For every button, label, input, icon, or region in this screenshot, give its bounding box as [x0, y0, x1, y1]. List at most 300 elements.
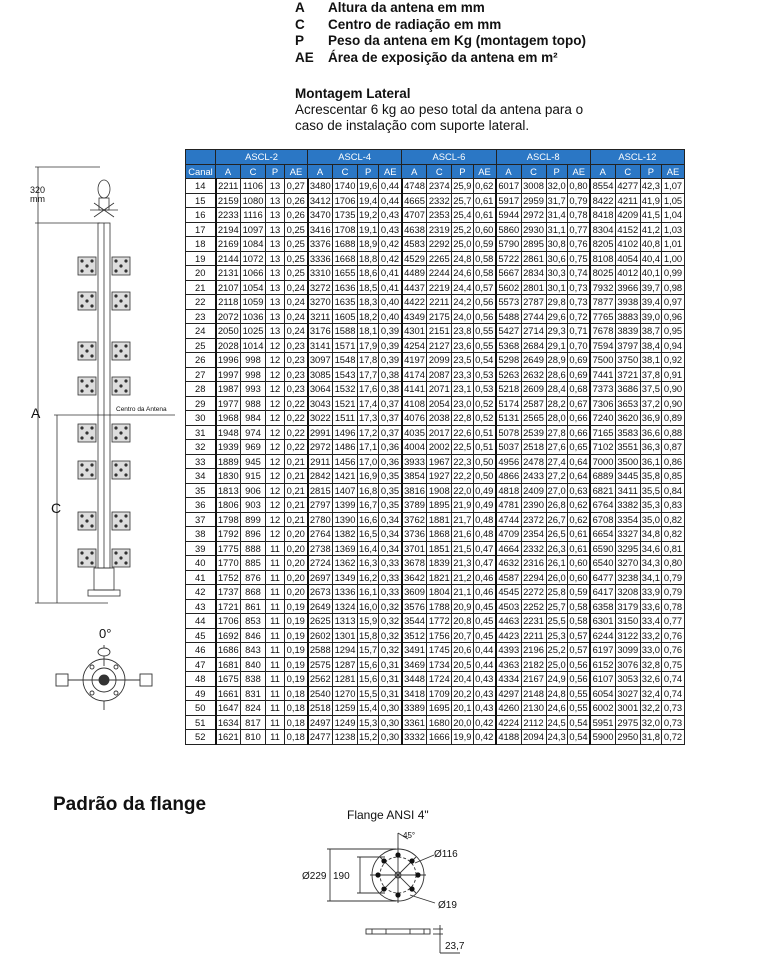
table-cell: 32,0 [547, 180, 566, 192]
table-cell: 2587 [521, 396, 546, 411]
table-cell: 0,51 [473, 440, 496, 455]
table-cell: 2972 [521, 208, 546, 223]
table-cell: 17,3 [359, 412, 378, 424]
table-cell: 12 [266, 353, 285, 368]
table-cell: 15,9 [359, 615, 378, 627]
table-cell: 4709 [496, 527, 521, 542]
table-corner [186, 150, 216, 165]
table-cell: 2374 [427, 179, 452, 194]
spec-table [185, 149, 685, 745]
table-cell: 3076 [615, 657, 640, 672]
dipole-dot [124, 463, 127, 466]
table-row [186, 324, 685, 339]
table-cell: 2649 [521, 353, 546, 368]
table-cell: 16,5 [359, 528, 378, 540]
legend-row [295, 50, 586, 67]
dim-23-7: 23,7 [445, 941, 465, 952]
table-cell: 0,77 [662, 614, 685, 629]
table-cell: 13 [266, 179, 285, 194]
table-cell: 7594 [590, 338, 615, 353]
table-cell: 2959 [521, 193, 546, 208]
table-cell: 0,40 [379, 295, 402, 310]
table-cell: 16,3 [359, 557, 378, 569]
table-cell: 3816 [402, 483, 427, 498]
table-cell: 0,59 [473, 237, 496, 252]
dipole-dot [85, 384, 88, 387]
table-cell: 0,60 [567, 556, 590, 571]
canal-cell: 46 [186, 643, 216, 658]
table-cell: 15,5 [359, 687, 378, 699]
table-cell: 4818 [496, 483, 521, 498]
table-cell: 915 [241, 469, 266, 484]
table-cell: 1752 [216, 570, 241, 585]
table-cell: 4054 [615, 251, 640, 266]
table-cell: 2539 [521, 425, 546, 440]
table-cell: 1390 [333, 512, 358, 527]
table-cell: 0,60 [473, 222, 496, 237]
table-cell: 1362 [333, 556, 358, 571]
dipole-dot [124, 514, 127, 517]
table-cell: 824 [241, 701, 266, 716]
table-cell: 0,68 [567, 382, 590, 397]
table-cell: 19,9 [453, 731, 472, 743]
table-cell: 40,4 [641, 252, 660, 264]
table-cell: 0,41 [379, 280, 402, 295]
table-cell: 0,42 [473, 730, 496, 745]
table-cell: 37,5 [641, 383, 660, 395]
group-header: ASCL-8 [496, 150, 590, 165]
flange-title: Padrão da flange [53, 794, 207, 815]
dipole-dot [114, 294, 117, 297]
table-cell: 0,56 [473, 295, 496, 310]
table-cell: 846 [241, 628, 266, 643]
table-cell: 1382 [333, 527, 358, 542]
top-view [56, 645, 152, 710]
table-cell: 2099 [427, 353, 452, 368]
table-cell: 3938 [615, 295, 640, 310]
table-cell: 2540 [308, 686, 333, 701]
table-cell: 0,69 [567, 353, 590, 368]
table-cell: 1997 [216, 367, 241, 382]
table-cell: 2911 [308, 454, 333, 469]
table-cell: 2797 [308, 498, 333, 513]
dipole-dot [114, 551, 117, 554]
table-cell: 2409 [521, 483, 546, 498]
table-cell: 3382 [615, 498, 640, 513]
table-cell: 0,74 [662, 672, 685, 687]
table-cell: 3099 [615, 643, 640, 658]
table-cell: 26,8 [547, 499, 566, 511]
table-cell: 1066 [241, 266, 266, 281]
table-cell: 0,52 [473, 396, 496, 411]
table-cell: 969 [241, 440, 266, 455]
table-cell: 3883 [615, 309, 640, 324]
table-cell: 0,41 [379, 266, 402, 281]
table-cell: 0,98 [662, 280, 685, 295]
table-cell: 5790 [496, 237, 521, 252]
table-cell: 5298 [496, 353, 521, 368]
table-cell: 3721 [615, 367, 640, 382]
table-cell: 2127 [427, 338, 452, 353]
table-cell: 39,0 [641, 310, 660, 322]
table-cell: 2477 [308, 730, 333, 745]
table-cell: 4583 [402, 237, 427, 252]
legend-row [295, 17, 586, 34]
table-cell: 0,54 [567, 715, 590, 730]
table-cell: 3469 [402, 657, 427, 672]
table-cell: 1681 [216, 657, 241, 672]
table-cell: 7240 [590, 411, 615, 426]
table-cell: 0,20 [285, 570, 308, 585]
table-cell: 0,70 [567, 338, 590, 353]
table-cell: 2632 [521, 367, 546, 382]
table-cell: 0,39 [379, 353, 402, 368]
table-cell: 3480 [308, 179, 333, 194]
table-cell: 853 [241, 614, 266, 629]
group-header: ASCL-4 [308, 150, 402, 165]
table-cell: 25,2 [547, 644, 566, 656]
dipole-dot [90, 354, 93, 357]
legend-text: Altura da antena em mm [328, 0, 485, 15]
legend-text: Área de exposição da antena em m² [328, 49, 558, 65]
table-cell: 974 [241, 425, 266, 440]
table-cell: 25,9 [453, 180, 472, 192]
table-cell: 1821 [427, 570, 452, 585]
table-cell: 1496 [333, 425, 358, 440]
table-cell: 2950 [615, 730, 640, 745]
table-cell: 18,9 [359, 238, 378, 250]
table-cell: 0,18 [285, 686, 308, 701]
table-cell: 2673 [308, 585, 333, 600]
table-cell: 7165 [590, 425, 615, 440]
table-cell: 36,1 [641, 455, 660, 467]
table-cell: 4297 [496, 686, 521, 701]
canal-cell: 17 [186, 222, 216, 237]
table-cell: 6417 [590, 585, 615, 600]
table-cell: 3686 [615, 382, 640, 397]
table-cell: 21,3 [453, 557, 472, 569]
table-cell: 1927 [427, 469, 452, 484]
table-cell: 4108 [402, 396, 427, 411]
dipole-dot [124, 426, 127, 429]
flange-drawing [300, 825, 500, 968]
table-cell: 3022 [308, 411, 333, 426]
canal-cell: 28 [186, 382, 216, 397]
legend-row [295, 33, 586, 50]
table-cell: 2697 [308, 570, 333, 585]
table-cell: 11 [266, 715, 285, 730]
table-cell: 15,4 [359, 702, 378, 714]
table-cell: 3512 [402, 628, 427, 643]
table-cell: 6540 [590, 556, 615, 571]
table-cell: 3642 [402, 570, 427, 585]
table-cell: 0,44 [379, 193, 402, 208]
table-cell: 2265 [427, 251, 452, 266]
table-cell: 0,30 [379, 715, 402, 730]
table-cell: 11 [266, 730, 285, 745]
table-cell: 1486 [333, 440, 358, 455]
table-cell: 0,24 [285, 295, 308, 310]
table-cell: 0,21 [285, 512, 308, 527]
table-row [186, 193, 685, 208]
table-cell: 2332 [427, 193, 452, 208]
table-cell: 17,2 [359, 426, 378, 438]
table-cell: 15,7 [359, 644, 378, 656]
table-cell: 30,8 [547, 238, 566, 250]
table-cell: 32,2 [641, 702, 660, 714]
table-cell: 5667 [496, 266, 521, 281]
table-cell: 0,44 [379, 179, 402, 194]
table-cell: 24,2 [453, 296, 472, 308]
table-cell: 4393 [496, 643, 521, 658]
table-cell: 0,66 [567, 425, 590, 440]
table-cell: 0,33 [379, 585, 402, 600]
table-cell: 3620 [615, 411, 640, 426]
table-cell: 1399 [333, 498, 358, 513]
table-cell: 4866 [496, 469, 521, 484]
table-cell: 0,57 [567, 643, 590, 658]
table-cell: 1948 [216, 425, 241, 440]
flange-subtitle: Flange ANSI 4" [347, 808, 429, 822]
table-cell: 27,2 [547, 470, 566, 482]
table-cell: 2991 [308, 425, 333, 440]
table-cell: 0,18 [285, 715, 308, 730]
table-cell: 1532 [333, 382, 358, 397]
canal-cell: 41 [186, 570, 216, 585]
table-cell: 25,0 [453, 238, 472, 250]
dipole-dot [90, 344, 93, 347]
table-cell: 0,52 [473, 411, 496, 426]
table-cell: 2353 [427, 208, 452, 223]
table-cell: 20,0 [453, 716, 472, 728]
table-cell: 11 [266, 657, 285, 672]
canal-cell: 31 [186, 425, 216, 440]
dipole-dot [114, 354, 117, 357]
table-cell: 2497 [308, 715, 333, 730]
table-cell: 3270 [615, 556, 640, 571]
table-cell: 4748 [402, 179, 427, 194]
table-cell: 27,6 [547, 441, 566, 453]
table-cell: 0,90 [662, 382, 685, 397]
table-cell: 0,55 [473, 338, 496, 353]
table-cell: 18,1 [359, 325, 378, 337]
table-cell: 23,1 [453, 383, 472, 395]
table-cell: 1014 [241, 338, 266, 353]
canal-cell: 26 [186, 353, 216, 368]
table-cell: 0,92 [662, 353, 685, 368]
table-cell: 18,8 [359, 252, 378, 264]
table-cell: 0,34 [379, 512, 402, 527]
table-cell: 0,31 [379, 686, 402, 701]
table-cell: 1543 [333, 367, 358, 382]
table-cell: 11 [266, 701, 285, 716]
table-cell: 0,39 [379, 324, 402, 339]
dipole-dot [90, 294, 93, 297]
table-cell: 5900 [590, 730, 615, 745]
table-cell: 1270 [333, 686, 358, 701]
table-cell: 0,79 [567, 193, 590, 208]
sub-header: AE [473, 164, 496, 179]
table-cell: 2151 [427, 324, 452, 339]
table-cell: 22,2 [453, 470, 472, 482]
canal-cell: 38 [186, 527, 216, 542]
table-cell: 0,69 [567, 367, 590, 382]
table-cell: 1967 [427, 454, 452, 469]
table-cell: 25,5 [547, 615, 566, 627]
table-cell: 4489 [402, 266, 427, 281]
table-cell: 8554 [590, 179, 615, 194]
table-cell: 876 [241, 570, 266, 585]
table-cell: 15,3 [359, 716, 378, 728]
table-cell: 0,22 [285, 440, 308, 455]
table-cell: 36,3 [641, 441, 660, 453]
table-cell: 23,0 [453, 397, 472, 409]
table-cell: 0,22 [285, 396, 308, 411]
table-cell: 2575 [308, 657, 333, 672]
table-cell: 31,4 [547, 209, 566, 221]
table-cell: 0,43 [379, 222, 402, 237]
dipole-dot [124, 354, 127, 357]
table-cell: 24,6 [453, 267, 472, 279]
table-cell: 0,45 [473, 628, 496, 643]
table-cell: 1097 [241, 222, 266, 237]
table-cell: 4197 [402, 353, 427, 368]
table-cell: 13 [266, 266, 285, 281]
table-cell: 2787 [521, 295, 546, 310]
dipole-dot [119, 264, 122, 267]
table-cell: 27,4 [547, 455, 566, 467]
table-cell: 1666 [427, 730, 452, 745]
table-cell: 4638 [402, 222, 427, 237]
table-cell: 20,2 [453, 687, 472, 699]
table-cell: 0,42 [379, 251, 402, 266]
table-cell: 16,2 [359, 571, 378, 583]
table-row [186, 614, 685, 629]
table-cell: 2478 [521, 454, 546, 469]
table-cell: 4141 [402, 382, 427, 397]
legend-key: A [295, 0, 305, 15]
dipole-dot [90, 524, 93, 527]
table-cell: 817 [241, 715, 266, 730]
table-cell: 24,0 [453, 310, 472, 322]
table-cell: 0,50 [473, 469, 496, 484]
table-group-header-row [186, 150, 685, 165]
table-cell: 2112 [521, 715, 546, 730]
table-cell: 37,8 [641, 368, 660, 380]
table-cell: 4012 [615, 266, 640, 281]
dipole-dot [124, 344, 127, 347]
dim-a-label: A [31, 405, 41, 421]
dim-229: Ø229 [302, 871, 327, 882]
canal-cell: 39 [186, 541, 216, 556]
table-cell: 0,63 [567, 483, 590, 498]
table-cell: 4301 [402, 324, 427, 339]
table-row [186, 280, 685, 295]
table-cell: 4437 [402, 280, 427, 295]
dipole-dot [124, 294, 127, 297]
table-cell: 4423 [496, 628, 521, 643]
table-cell: 1798 [216, 512, 241, 527]
table-cell: 0,58 [567, 599, 590, 614]
sub-header: A [308, 164, 333, 179]
table-cell: 11 [266, 541, 285, 556]
dim-19: Ø19 [438, 900, 457, 911]
table-cell: 17,0 [359, 455, 378, 467]
table-cell: 25,3 [547, 629, 566, 641]
table-cell: 4422 [402, 295, 427, 310]
dipole-dot [114, 389, 117, 392]
table-cell: 0,22 [285, 425, 308, 440]
table-cell: 2724 [308, 556, 333, 571]
table-cell: 1636 [333, 280, 358, 295]
table-cell: 2169 [216, 237, 241, 252]
sub-header: P [266, 164, 285, 179]
table-cell: 3272 [308, 280, 333, 295]
table-cell: 17,1 [359, 441, 378, 453]
dipole-dot [85, 556, 88, 559]
table-cell: 4707 [402, 208, 427, 223]
table-sub-header-row [186, 164, 685, 179]
table-cell: 1987 [216, 382, 241, 397]
table-cell: 19,1 [359, 223, 378, 235]
dipole-dot [80, 379, 83, 382]
table-cell: 1680 [427, 715, 452, 730]
table-cell: 6654 [590, 527, 615, 542]
table-cell: 0,76 [662, 643, 685, 658]
table-cell: 29,3 [547, 325, 566, 337]
table-cell: 3336 [308, 251, 333, 266]
table-cell: 35,3 [641, 499, 660, 511]
table-cell: 3327 [615, 527, 640, 542]
table-cell: 0,78 [662, 599, 685, 614]
table-cell: 1675 [216, 672, 241, 687]
table-body [186, 179, 685, 745]
sub-header: C [333, 164, 358, 179]
table-cell: 2842 [308, 469, 333, 484]
table-cell: 5263 [496, 367, 521, 382]
table-cell: 1686 [216, 643, 241, 658]
table-cell: 4254 [402, 338, 427, 353]
table-cell: 0,61 [473, 193, 496, 208]
dipole-dot [124, 551, 127, 554]
dipole-dot [124, 436, 127, 439]
table-cell: 20,8 [453, 615, 472, 627]
table-cell: 0,56 [473, 309, 496, 324]
table-cell: 4209 [615, 208, 640, 223]
table-row [186, 266, 685, 281]
table-row [186, 208, 685, 223]
dipole-dot [80, 524, 83, 527]
dim-190: 190 [333, 871, 350, 882]
canal-cell: 22 [186, 295, 216, 310]
sub-header: C [241, 164, 266, 179]
table-cell: 1635 [333, 295, 358, 310]
table-cell: 1734 [427, 657, 452, 672]
table-cell: 2815 [308, 483, 333, 498]
table-cell: 7373 [590, 382, 615, 397]
table-cell: 1806 [216, 498, 241, 513]
table-row [186, 411, 685, 426]
table-cell: 34,8 [641, 528, 660, 540]
table-cell: 22,0 [453, 484, 472, 496]
table-cell: 1106 [241, 179, 266, 194]
dipole-dot [124, 269, 127, 272]
table-cell: 16,0 [359, 600, 378, 612]
table-cell: 3211 [308, 309, 333, 324]
table-cell: 3097 [308, 353, 333, 368]
table-cell: 0,31 [379, 657, 402, 672]
table-cell: 18,6 [359, 267, 378, 279]
